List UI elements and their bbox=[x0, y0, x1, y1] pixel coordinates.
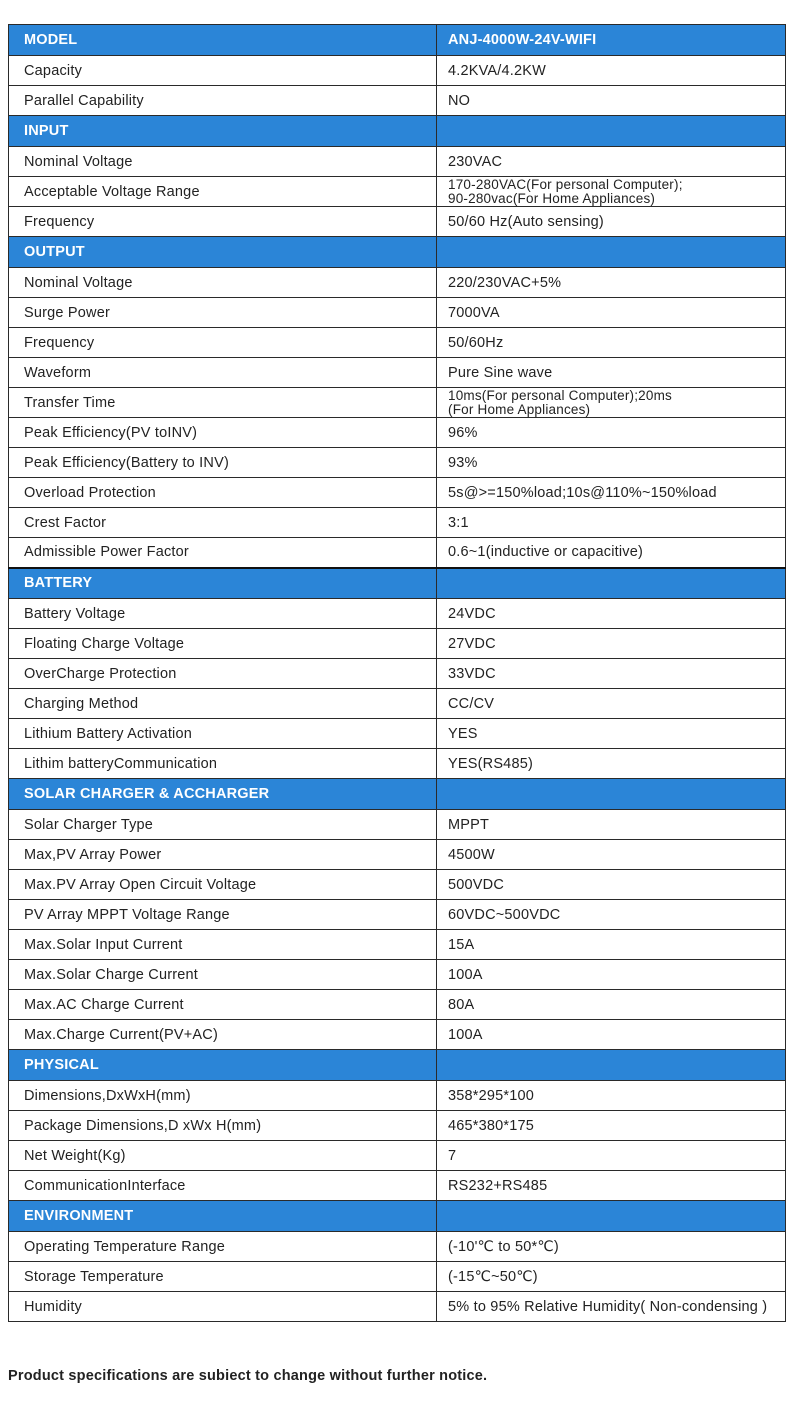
table-row bbox=[9, 56, 786, 86]
spec-label: Max.Solar Input Current bbox=[9, 930, 437, 960]
spec-value: YES(RS485) bbox=[437, 749, 786, 779]
spec-value: 465*380*175 bbox=[437, 1111, 786, 1141]
section-header-battery bbox=[9, 568, 786, 599]
spec-label: Overload Protection bbox=[9, 478, 437, 508]
spec-value: 0.6~1(inductive or capacitive) bbox=[437, 538, 786, 568]
section-title: OUTPUT bbox=[9, 237, 437, 268]
spec-value: 170-280VAC(For personal Computer); 90-280vac(For Home Appliances) bbox=[437, 177, 786, 207]
spec-value: 50/60 Hz(Auto sensing) bbox=[437, 207, 786, 237]
table-row bbox=[9, 719, 786, 749]
section-value bbox=[437, 116, 786, 147]
footnote: Product specifications are subiect to change without further notice. bbox=[8, 1368, 488, 1384]
spec-value: 5s@>=150%load;10s@110%~150%load bbox=[437, 478, 786, 508]
spec-label: OverCharge Protection bbox=[9, 659, 437, 689]
section-header-solar-charger-accharger bbox=[9, 779, 786, 810]
spec-value: 100A bbox=[437, 960, 786, 990]
table-row bbox=[9, 147, 786, 177]
spec-label: Solar Charger Type bbox=[9, 810, 437, 840]
spec-value: 100A bbox=[437, 1020, 786, 1050]
spec-value: 3:1 bbox=[437, 508, 786, 538]
spec-value: RS232+RS485 bbox=[437, 1171, 786, 1201]
spec-label: Frequency bbox=[9, 207, 437, 237]
spec-value: 7 bbox=[437, 1141, 786, 1171]
table-row bbox=[9, 1020, 786, 1050]
spec-label: Capacity bbox=[9, 56, 437, 86]
table-row bbox=[9, 629, 786, 659]
spec-value: 15A bbox=[437, 930, 786, 960]
spec-label: Package Dimensions,D xWx H(mm) bbox=[9, 1111, 437, 1141]
spec-label: Nominal Voltage bbox=[9, 147, 437, 177]
spec-table bbox=[8, 24, 786, 1322]
section-header-output bbox=[9, 237, 786, 268]
spec-value: (-10'℃ to 50*℃) bbox=[437, 1232, 786, 1262]
spec-value: CC/CV bbox=[437, 689, 786, 719]
table-row bbox=[9, 268, 786, 298]
spec-label: Admissible Power Factor bbox=[9, 538, 437, 568]
spec-value: 93% bbox=[437, 448, 786, 478]
spec-value: 27VDC bbox=[437, 629, 786, 659]
spec-label: Surge Power bbox=[9, 298, 437, 328]
spec-value: 220/230VAC+5% bbox=[437, 268, 786, 298]
spec-value: YES bbox=[437, 719, 786, 749]
spec-label: Waveform bbox=[9, 358, 437, 388]
table-row bbox=[9, 840, 786, 870]
table-row bbox=[9, 1262, 786, 1292]
table-row bbox=[9, 749, 786, 779]
table-row bbox=[9, 538, 786, 568]
spec-value: 4500W bbox=[437, 840, 786, 870]
spec-value: 7000VA bbox=[437, 298, 786, 328]
section-header-environment bbox=[9, 1201, 786, 1232]
spec-label: Crest Factor bbox=[9, 508, 437, 538]
spec-label: Max.Charge Current(PV+AC) bbox=[9, 1020, 437, 1050]
section-header-model bbox=[9, 25, 786, 56]
table-row bbox=[9, 599, 786, 629]
table-row bbox=[9, 689, 786, 719]
spec-table-body bbox=[9, 25, 786, 1322]
spec-label: Humidity bbox=[9, 1292, 437, 1322]
section-value bbox=[437, 1201, 786, 1232]
spec-label: Max.Solar Charge Current bbox=[9, 960, 437, 990]
spec-value: 96% bbox=[437, 418, 786, 448]
spec-value: 33VDC bbox=[437, 659, 786, 689]
spec-label: Max,PV Array Power bbox=[9, 840, 437, 870]
table-row bbox=[9, 298, 786, 328]
table-row bbox=[9, 448, 786, 478]
spec-value: 4.2KVA/4.2KW bbox=[437, 56, 786, 86]
spec-label: Net Weight(Kg) bbox=[9, 1141, 437, 1171]
table-row bbox=[9, 478, 786, 508]
spec-label: Peak Efficiency(PV toINV) bbox=[9, 418, 437, 448]
spec-value: 60VDC~500VDC bbox=[437, 900, 786, 930]
table-row bbox=[9, 960, 786, 990]
spec-value: (-15℃~50℃) bbox=[437, 1262, 786, 1292]
spec-label: CommunicationInterface bbox=[9, 1171, 437, 1201]
spec-value: MPPT bbox=[437, 810, 786, 840]
table-row bbox=[9, 388, 786, 418]
spec-label: Lithium Battery Activation bbox=[9, 719, 437, 749]
table-row bbox=[9, 177, 786, 207]
spec-value: NO bbox=[437, 86, 786, 116]
table-row bbox=[9, 86, 786, 116]
table-row bbox=[9, 328, 786, 358]
spec-label: Dimensions,DxWxH(mm) bbox=[9, 1081, 437, 1111]
table-row bbox=[9, 508, 786, 538]
spec-value: 50/60Hz bbox=[437, 328, 786, 358]
section-value bbox=[437, 237, 786, 268]
spec-label: Transfer Time bbox=[9, 388, 437, 418]
table-row bbox=[9, 1232, 786, 1262]
spec-label: Nominal Voltage bbox=[9, 268, 437, 298]
table-row bbox=[9, 1292, 786, 1322]
spec-label: Floating Charge Voltage bbox=[9, 629, 437, 659]
spec-value: Pure Sine wave bbox=[437, 358, 786, 388]
section-title: ENVIRONMENT bbox=[9, 1201, 437, 1232]
spec-label: PV Array MPPT Voltage Range bbox=[9, 900, 437, 930]
spec-label: Battery Voltage bbox=[9, 599, 437, 629]
spec-value: 10ms(For personal Computer);20ms (For Home Appliances) bbox=[437, 388, 786, 418]
spec-label: Frequency bbox=[9, 328, 437, 358]
table-row bbox=[9, 418, 786, 448]
spec-label: Max.AC Charge Current bbox=[9, 990, 437, 1020]
spec-value: 230VAC bbox=[437, 147, 786, 177]
section-title: INPUT bbox=[9, 116, 437, 147]
spec-label: Storage Temperature bbox=[9, 1262, 437, 1292]
section-header-physical bbox=[9, 1050, 786, 1081]
table-row bbox=[9, 1111, 786, 1141]
section-title: BATTERY bbox=[9, 568, 437, 599]
section-title: MODEL bbox=[9, 25, 437, 56]
spec-label: Operating Temperature Range bbox=[9, 1232, 437, 1262]
section-title: PHYSICAL bbox=[9, 1050, 437, 1081]
spec-value: 80A bbox=[437, 990, 786, 1020]
table-row bbox=[9, 659, 786, 689]
table-row bbox=[9, 1171, 786, 1201]
table-row bbox=[9, 358, 786, 388]
spec-value: 5% to 95% Relative Humidity( Non-condensing ) bbox=[437, 1292, 786, 1322]
spec-label: Max.PV Array Open Circuit Voltage bbox=[9, 870, 437, 900]
table-row bbox=[9, 930, 786, 960]
spec-value: 24VDC bbox=[437, 599, 786, 629]
section-value bbox=[437, 1050, 786, 1081]
section-title: SOLAR CHARGER & ACCHARGER bbox=[9, 779, 437, 810]
spec-label: Peak Efficiency(Battery to INV) bbox=[9, 448, 437, 478]
section-value bbox=[437, 568, 786, 599]
spec-label: Lithim batteryCommunication bbox=[9, 749, 437, 779]
section-value: ANJ-4000W-24V-WIFI bbox=[437, 25, 786, 56]
section-value bbox=[437, 779, 786, 810]
table-row bbox=[9, 810, 786, 840]
table-row bbox=[9, 207, 786, 237]
spec-label: Acceptable Voltage Range bbox=[9, 177, 437, 207]
spec-label: Parallel Capability bbox=[9, 86, 437, 116]
spec-value: 500VDC bbox=[437, 870, 786, 900]
table-row bbox=[9, 990, 786, 1020]
table-row bbox=[9, 870, 786, 900]
table-row bbox=[9, 1081, 786, 1111]
spec-label: Charging Method bbox=[9, 689, 437, 719]
table-row bbox=[9, 900, 786, 930]
table-row bbox=[9, 1141, 786, 1171]
section-header-input bbox=[9, 116, 786, 147]
spec-value: 358*295*100 bbox=[437, 1081, 786, 1111]
